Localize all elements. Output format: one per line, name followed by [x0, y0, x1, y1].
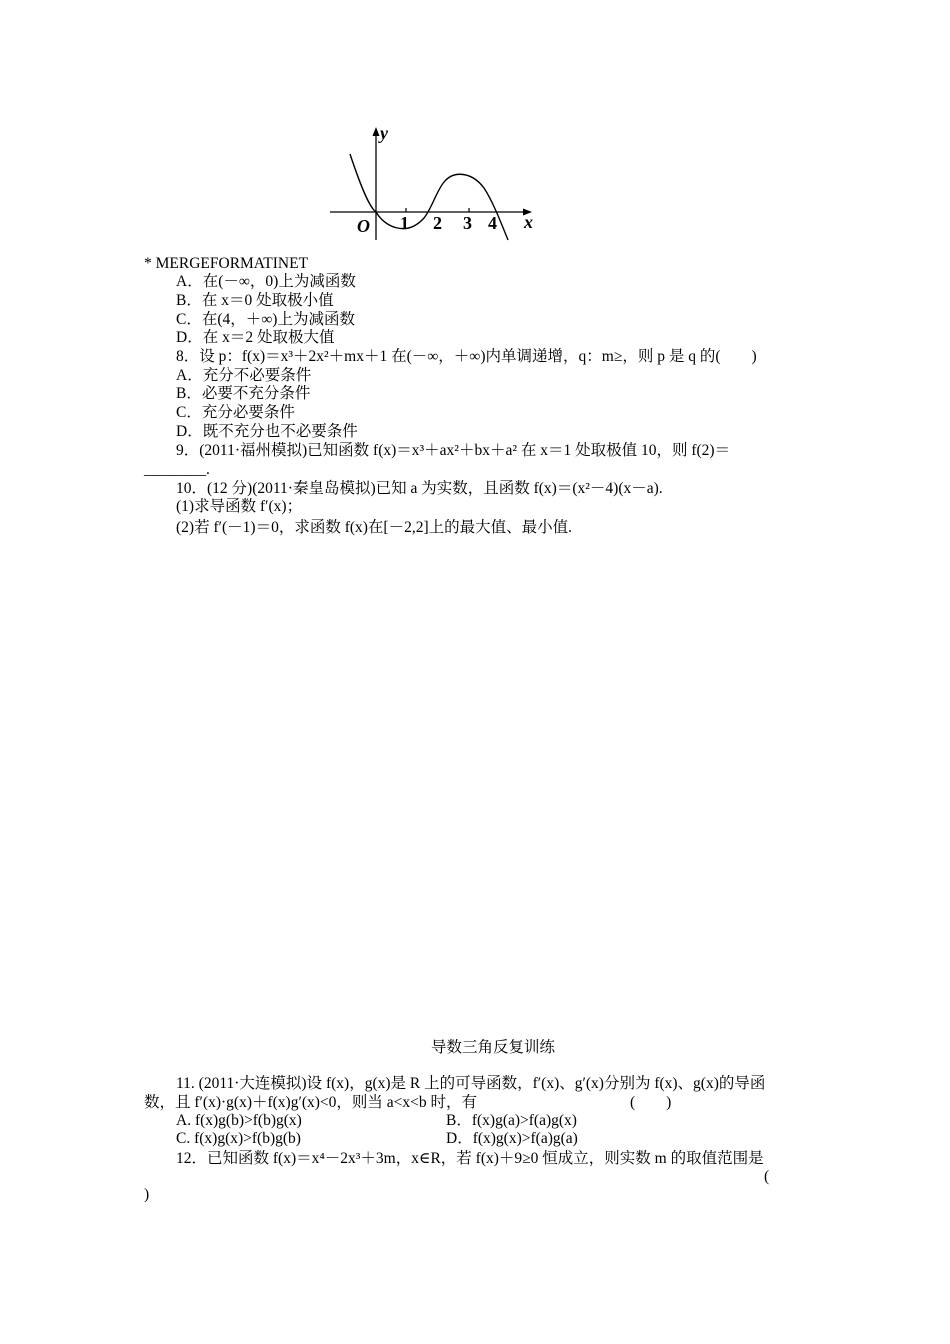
q10-part2: (2)若 f′(－1)＝0，求函数 f(x)在[－2,2]上的最大值、最小值.	[176, 519, 573, 536]
function-curve	[350, 154, 508, 240]
q7-option-b	[176, 292, 334, 310]
option-text: 在 x＝2 处取极大值	[202, 329, 335, 346]
q11-line2: 数，且 f′(x)·g(x)＋f(x)g′(x)<0，则当 a<x<b 时，有	[144, 1094, 478, 1111]
tick-label-3: 3	[463, 213, 472, 233]
q7-option-a	[176, 273, 356, 291]
q11-answer-paren: ( )	[630, 1094, 672, 1111]
function-graph	[320, 122, 550, 244]
q9-line2: ________.	[144, 461, 210, 478]
q7-option-d	[176, 329, 334, 347]
option-letter: B．	[176, 292, 202, 309]
q10-part1: (1)求导函数 f′(x)；	[176, 498, 303, 515]
q8-option-c: C．充分必要条件	[176, 404, 295, 421]
q11-option-c: C. f(x)g(x)>f(b)g(b)	[176, 1130, 301, 1147]
y-axis-arrow	[373, 127, 380, 136]
tick-label-1: 1	[400, 213, 409, 233]
q7-option-c	[176, 311, 355, 329]
q12-paren-open: (	[764, 1168, 770, 1185]
option-letter: A．	[176, 273, 203, 290]
q8-option-a: A．充分不必要条件	[176, 367, 312, 384]
option-letter: D．	[176, 329, 203, 346]
q12-line1: 12．已知函数 f(x)＝x⁴－2x³＋3m，x∈R，若 f(x)＋9≥0 恒成立，则实数 m 的取值范围是	[176, 1150, 764, 1167]
q11-option-b: B．f(x)g(a)>f(a)g(x)	[446, 1112, 577, 1129]
q11-option-a: A. f(x)g(b)>f(b)g(x)	[176, 1112, 302, 1129]
x-axis-label: x	[524, 212, 533, 232]
y-axis-label: y	[380, 123, 388, 143]
q11-option-d: D．f(x)g(x)>f(a)g(a)	[446, 1130, 578, 1147]
q9-line1: 9．(2011·福州模拟)已知函数 f(x)＝x³＋ax²＋bx＋a² 在 x＝1 处取极值 10，则 f(2)＝	[176, 442, 731, 459]
option-text: 在(4，＋∞)上为减函数	[201, 311, 355, 328]
q12-paren-close: )	[144, 1186, 150, 1203]
q11-line1: 11. (2011·大连模拟)设 f(x)，g(x)是 R 上的可导函数，f′(x)、g′(x)分别为 f(x)、g(x)的导函	[176, 1075, 766, 1092]
merge-field-text: * MERGEFORMATINET	[144, 255, 309, 272]
option-letter: C．	[176, 311, 202, 328]
q10-line1: 10．(12 分)(2011·秦皇岛模拟)已知 a 为实数，且函数 f(x)＝(x²－4)(x－a).	[176, 480, 663, 497]
origin-label: O	[357, 216, 370, 236]
option-text: 在(－∞，0)上为减函数	[202, 273, 356, 290]
tick-label-2: 2	[433, 213, 442, 233]
q8-stem: 8．设 p：f(x)＝x³＋2x²＋mx＋1 在(－∞，＋∞)内单调递增，q：m≥，则 p 是 q 的( )	[176, 348, 757, 365]
q8-option-d: D．既不充分也不必要条件	[176, 423, 358, 440]
tick-label-4: 4	[488, 213, 497, 233]
section-title: 导数三角反复训练	[430, 1039, 555, 1056]
option-text: 在 x＝0 处取极小值	[201, 292, 334, 309]
q8-option-b: B．必要不充分条件	[176, 385, 311, 402]
